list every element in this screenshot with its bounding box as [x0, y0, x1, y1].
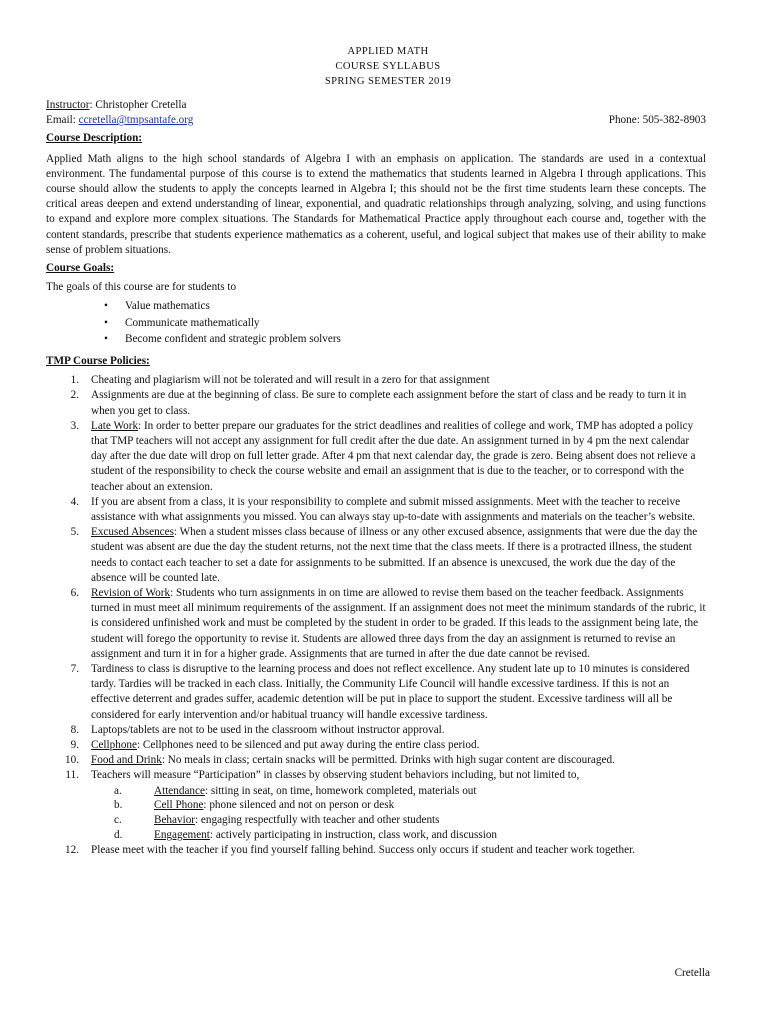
course-description-heading: Course Description: — [46, 132, 143, 145]
policies-heading: TMP Course Policies: — [46, 354, 150, 367]
email-line — [46, 113, 193, 128]
course-goals-list — [46, 298, 706, 348]
participation-item: b. Cell Phone: phone silenced and not on person or desk — [114, 799, 395, 812]
phone-number: Phone: 505-382-8903 — [608, 114, 706, 127]
participation-item: d. Engagement: actively participating in instruction, class work, and discussion — [114, 829, 498, 842]
participation-list — [91, 784, 706, 843]
policy-item: 7. Tardiness to class is disruptive to the learning process and does not reflect excellence. Any student late up to 10 minutes is considered tardy. Tardies will be tracked in each class. Initially, the Community Life Council will handle excessive tardiness. If this is not an effective deterrent and grades suffer, academic detention will be put in place to support the student. Excessive tardiness will all be considered for early intervention and/or habitual truancy will handle excessive tardiness. — [70, 663, 690, 721]
instructor-line — [46, 98, 706, 113]
policy-item: 11. Teachers will measure “Participation” in classes by observing student behaviors including, but not limited to, a. Attendance: sitting in seat, on time, homework completed, materials out b. Cell Phone: phone silenced and not on person or desk c. Behavior: engaging respectfully with teacher and other students d. Engagement: actively participating in instruction, class work, and discussion — [46, 768, 706, 842]
document-header — [70, 44, 706, 89]
instructor-block — [46, 98, 706, 128]
bullet-icon: • — [104, 316, 108, 329]
bullet-icon: • — [104, 300, 108, 313]
policies-list — [46, 373, 706, 858]
header-title: APPLIED MATH — [347, 46, 429, 57]
goal-item: • Value mathematics — [46, 298, 706, 315]
course-goals-heading: Course Goals: — [46, 262, 115, 275]
policy-label: Revision of Work — [91, 586, 171, 599]
bullet-icon: • — [104, 333, 108, 346]
instructor-name: : Christopher Cretella — [89, 99, 187, 111]
policy-item: 12. Please meet with the teacher if you find yourself falling behind. Success only occurs if student and teacher work together. — [65, 843, 635, 856]
policy-item: 9. Cellphone: Cellphones need to be silenced and put away during the entire class period. — [70, 739, 480, 752]
email-label: Email: — [46, 114, 79, 127]
policy-item: 6. Revision of Work: Students who turn assignments in on time are allowed to revise them based on the teacher feedback. Assignments turned in must meet all minimum requirements of the assignment. If an assignment does not meet the minimum standards of the rubric, it is considered unfinished work and must be completed by the student in order to be graded. If this leads to the assignment being late, the student will forego the opportunity to revise it. Students are allowed three days from the day an assignment is returned to revise an assignment and turn it in for a higher grade. Assignments that are turned in after the due date cannot be revised. — [70, 586, 706, 660]
email-link[interactable]: ccretella@tmpsantafe.org — [78, 114, 194, 127]
instructor-label: Instructor — [46, 99, 90, 111]
participation-item: c. Behavior: engaging respectfully with teacher and other students — [114, 814, 440, 827]
policy-item: 3. Late Work: In order to better prepare our graduates for the strict deadlines and realities of college and work, TMP has adopted a policy that TMP teachers will not accept any assignment for full credit after the due date. An assignment turned in by 4 pm the next calendar day after the due date will drop on full letter grade. After 4 pm that next calendar day, the grade is zero. Being absent does not relieve a student of the responsibility to check the course website and email an assignment that is due to the teacher, or to correspond with the teacher about an extension. — [70, 419, 696, 493]
course-goals-intro: The goals of this course are for students to — [46, 281, 237, 294]
policy-label: Food and Drink — [91, 754, 162, 767]
goal-item: • Communicate mathematically — [46, 315, 706, 332]
policy-item: 1. Cheating and plagiarism will not be tolerated and will result in a zero for that assignment — [70, 374, 490, 387]
goal-item: • Become confident and strategic problem solvers — [46, 331, 706, 348]
policy-item: 8. Laptops/tablets are not to be used in the classroom without instructor approval. — [70, 723, 445, 736]
policy-item: 5. Excused Absences: When a student misses class because of illness or any other excused absence, assignments that were due the day the student was absent are due the day the student returns, not the next time that the class meets. If there is a protracted illness, the student needs to contact each teacher to set a date for assignments to be submitted. If an absence is unexcused, the work due the day of the absence will be counted late. — [70, 526, 698, 584]
policy-label: Excused Absences — [91, 526, 174, 539]
policy-label: Late Work — [91, 419, 139, 432]
contact-row — [46, 113, 706, 128]
policy-item: 10. Food and Drink: No meals in class; certain snacks will be permitted. Drinks with high sugar content are discouraged. — [65, 754, 615, 767]
participation-item: a. Attendance: sitting in seat, on time, homework completed, materials out — [114, 784, 477, 797]
policy-item: 2. Assignments are due at the beginning of class. Be sure to complete each assignment before the start of class and be ready to turn it in when you get to class. — [70, 389, 687, 417]
policy-item: 4. If you are absent from a class, it is your responsibility to complete and submit missed assignments. Meet with the teacher to receive assistance with what assignments you missed. You can always stay up-to-date with assignments and materials on the teacher’s website. — [70, 495, 696, 523]
course-description-text: Applied Math aligns to the high school standards of Algebra I with an emphasis on application. The standards are used in a contextual environment. The fundamental purpose of this course is to extend the mathematics that students learned in Algebra I through applications. This course should allow the students to apply the concepts learned in Algebra I; this should not be the first time students learn these concepts. The critical areas deepen and extend understanding of linear, exponential, and quadratic relationships through analyzing, solving, and using functions to expand and explore more complex situations. The Standards for Mathematical Practice apply throughout each course and, together with the content standards, prescribe that students experience mathematics as a coherent, useful, and logical subject that makes use of their ability to make sense of problem situations. — [46, 152, 706, 256]
policy-label: Cellphone — [91, 739, 137, 752]
header-semester: SPRING SEMESTER 2019 — [324, 76, 452, 87]
page-footer: Cretella — [674, 967, 710, 979]
header-subtitle: COURSE SYLLABUS — [335, 61, 441, 72]
